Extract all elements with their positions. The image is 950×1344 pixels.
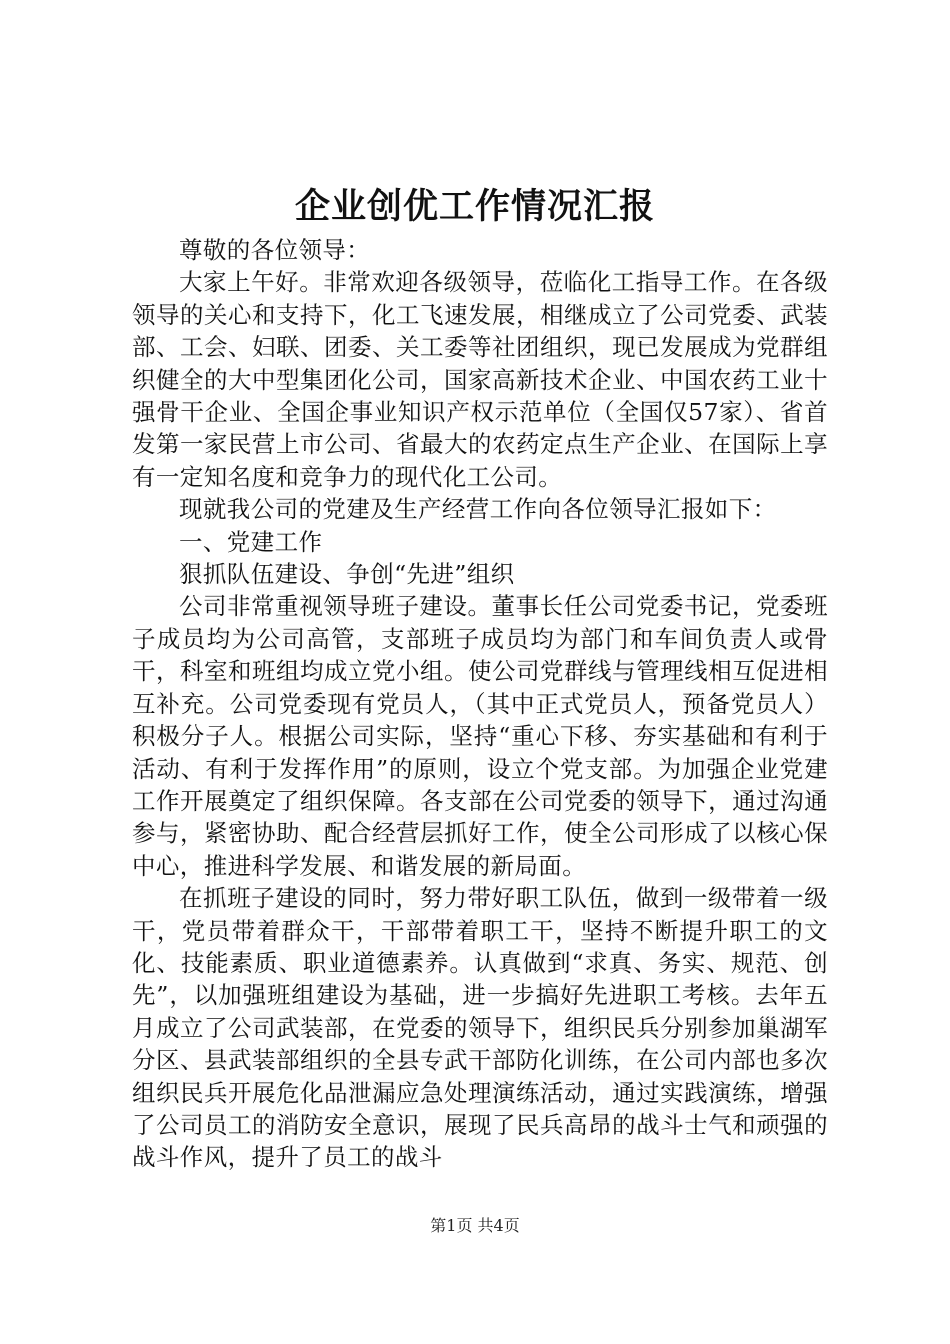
report-lead-paragraph: 现就我公司的党建及生产经营工作向各位领导汇报如下：: [179, 495, 777, 524]
document-title: 企业创优工作情况汇报: [294, 186, 655, 227]
leadership-paragraph: 公司非常重视领导班子建设。董事长任公司党委书记，党委班子成员均为公司高管，支部班子成员均为部门和车间负责人或骨干，科室和班组均成立党小组。使公司党群线与管理线相互促进相互补充。公司党委现有党员人，（其中正式党员人，预备党员人）积极分子人。根据公司实际，坚持“重心下移、夯实基础和有利于活动、有利于发挥作用”的原则，设立个党支部。为加强企业党建工作开展奠定了组织保障。各支部在公司党委的领导下，通过沟通参与，紧密协助、配合经营层抓好工作，使全公司形成了以核心保中心，推进科学发展、和谐发展的新局面。: [132, 592, 828, 880]
document-body: [132, 234, 828, 1174]
page-number-footer: 第1页 共4页: [430, 1216, 520, 1235]
intro-paragraph: 大家上午好。非常欢迎各级领导，莅临化工指导工作。在各级领导的关心和支持下，化工飞速发展，相继成立了公司党委、武装部、工会、妇联、团委、关工委等社团组织，现已发展成为党群组织健全的大中型集团化公司，国家高新技术企业、中国农药工业十强骨干企业、全国企事业知识产权示范单位（全国仅57家）、省首发第一家民营上市公司、省最大的农药定点生产企业、在国际上享有一定知名度和竞争力的现代化工公司。: [132, 268, 828, 491]
section-heading: 一、党建工作: [179, 527, 323, 556]
subsection-heading: 狠抓队伍建设、争创“先进”组织: [179, 560, 515, 589]
workforce-paragraph: 在抓班子建设的同时，努力带好职工队伍，做到一级带着一级干，党员带着群众干，干部带着职工干，坚持不断提升职工的文化、技能素质、职业道德素养。认真做到“求真、务实、规范、创先”，以加强班组建设为基础，进一步搞好先进职工考核。去年五月成立了公司武装部，在党委的领导下，组织民兵分别参加巢湖军分区、县武装部组织的全县专武干部防化训练，在公司内部也多次组织民兵开展危化品泄漏应急处理演练活动，通过实践演练，增强了公司员工的消防安全意识，展现了民兵高昂的战斗士气和顽强的战斗作风，提升了员工的战斗: [132, 884, 828, 1172]
salutation: 尊敬的各位领导：: [179, 236, 371, 264]
